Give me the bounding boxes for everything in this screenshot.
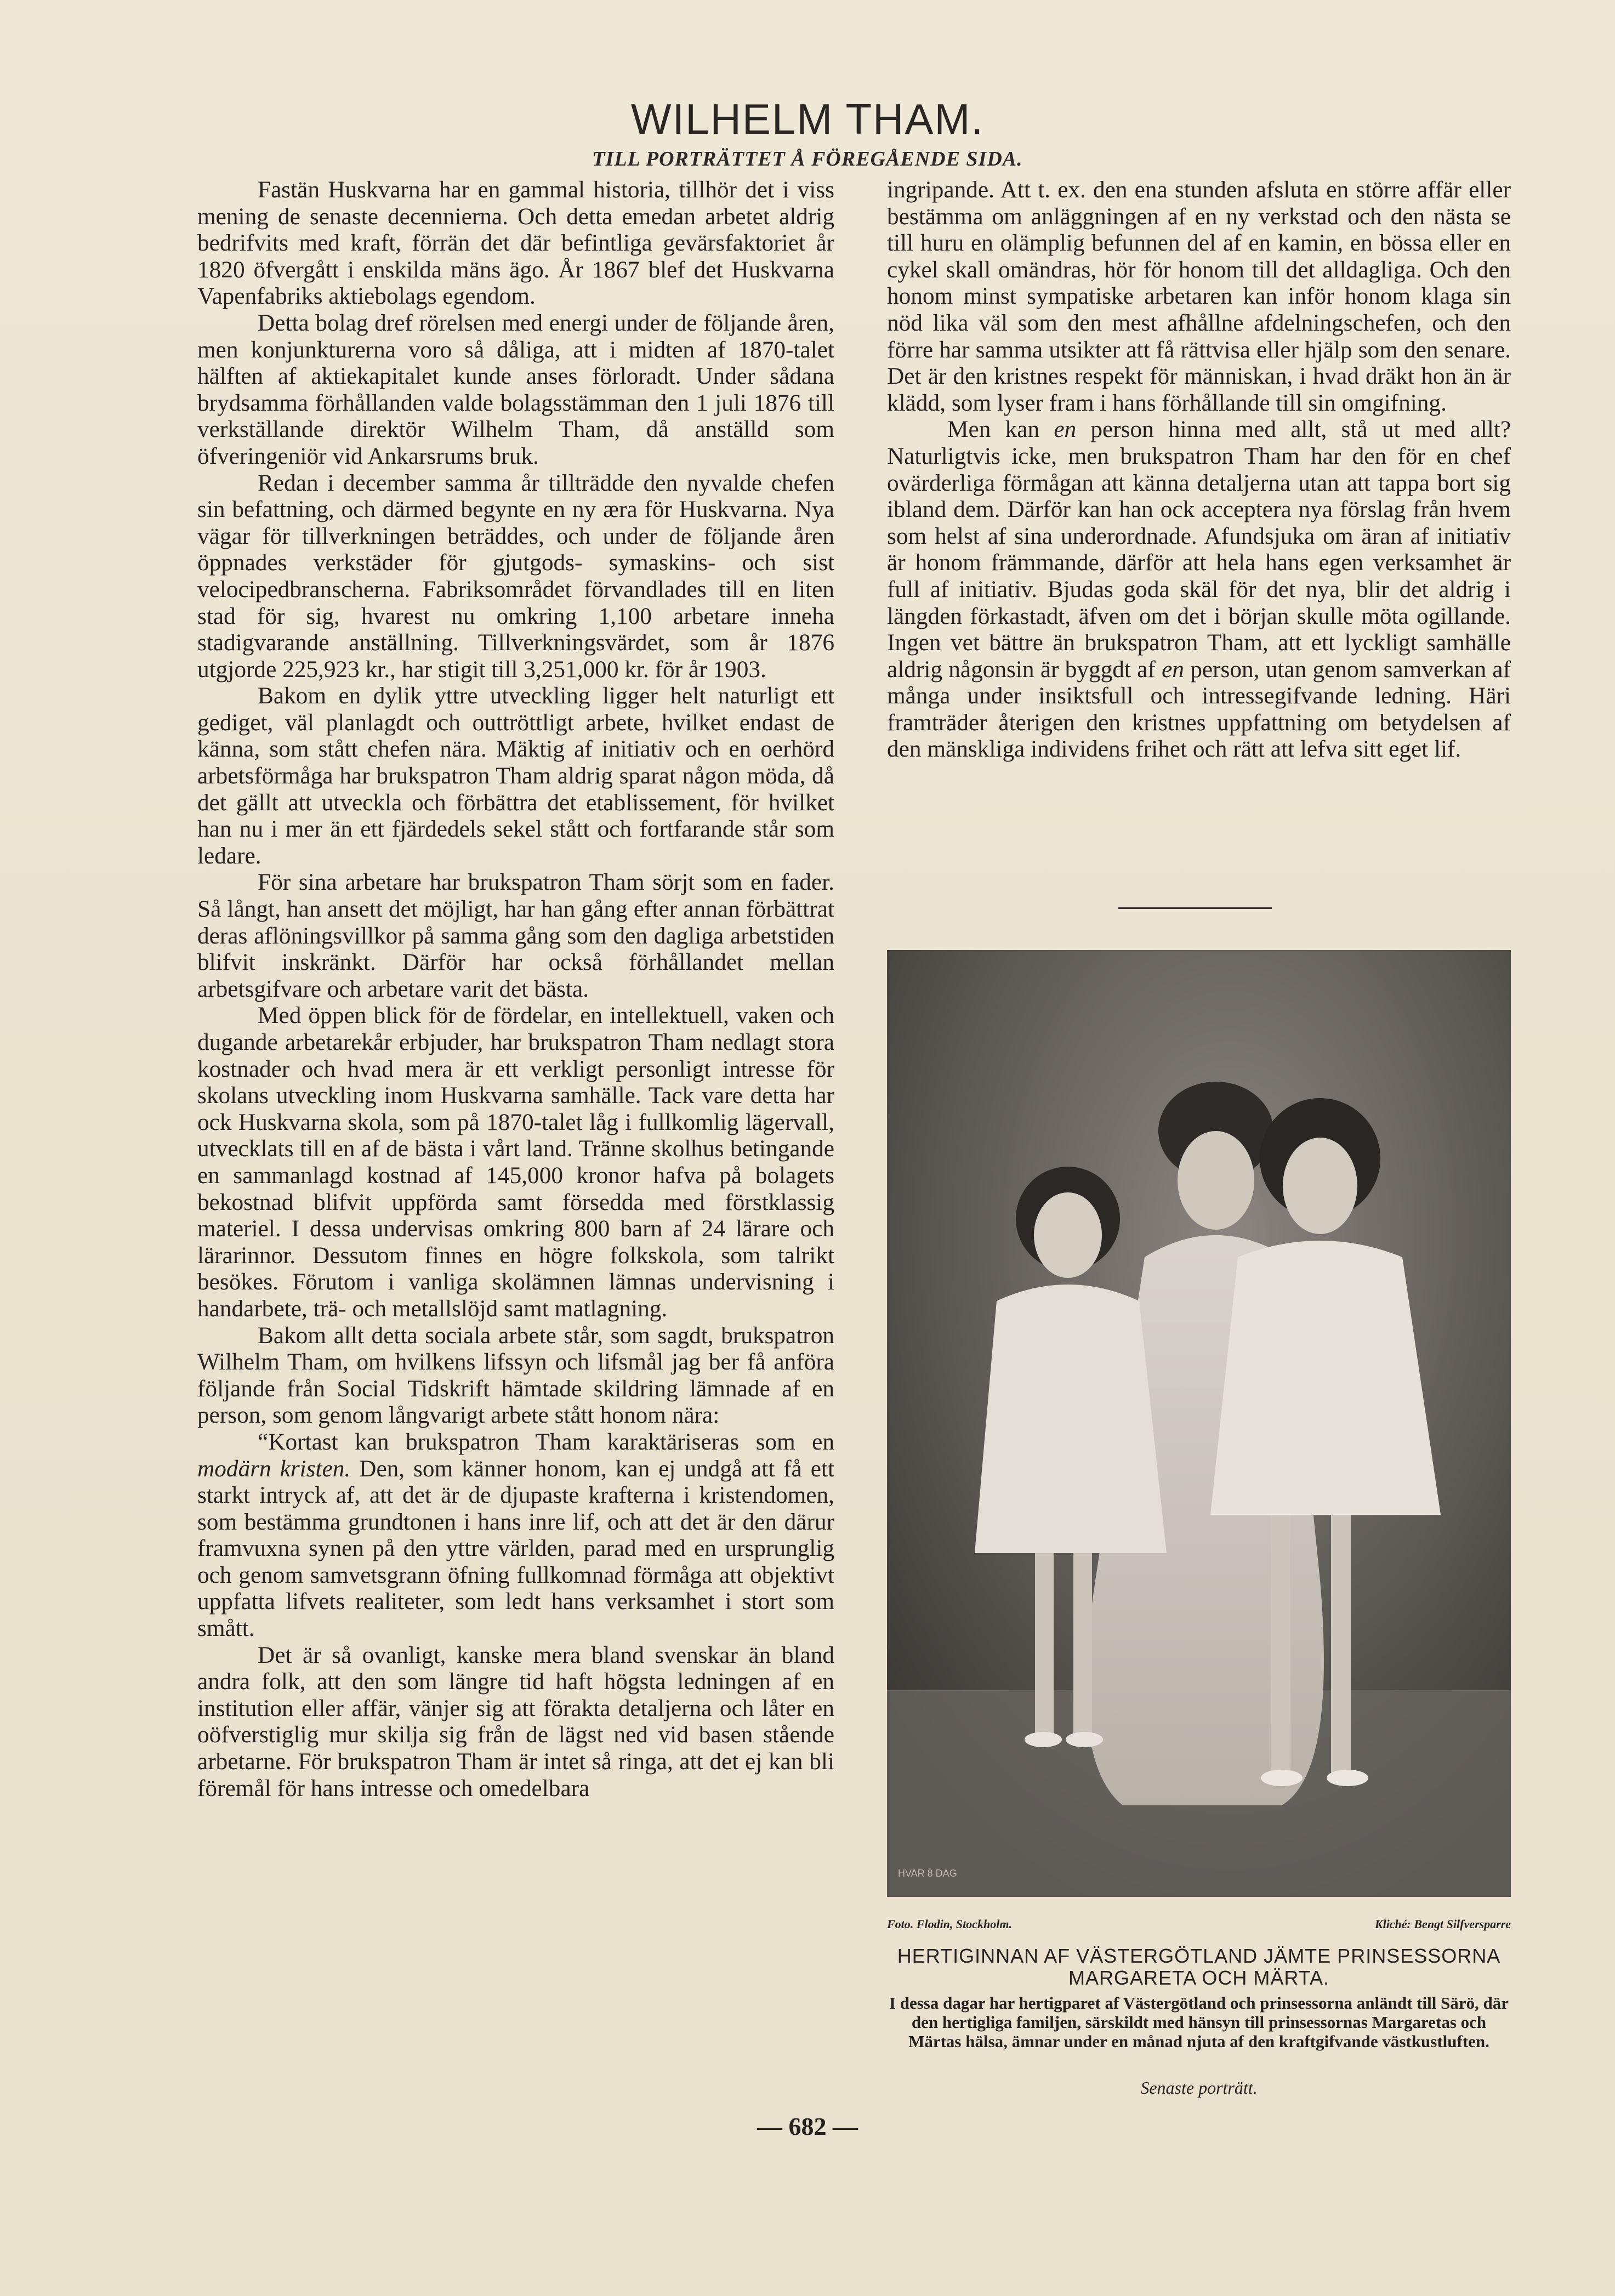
article-title: WILHELM THAM. bbox=[630, 95, 985, 143]
section-divider bbox=[1118, 907, 1272, 909]
paragraph: Bakom en dylik yttre utveckling ligger helt naturligt ett gediget, väl planlagdt och outtröttligt arbete, hvilket endast de känna, som stått chefen nära. Mäktig af initiativ och en oerhörd arbetsförmåga har brukspatron Tham aldrig sparat någon möda, då det gällt att utveckla och förbättra det etablissement, för hvilket han nu i mer än ett fjärdedels sekel stått och fortfarande står som ledare. bbox=[197, 683, 834, 869]
paragraph: Detta bolag dref rörelsen med energi under de följande åren, men konjunkturerna voro så dåliga, att i midten af 1870-talet hälften af aktiekapitalet kunde anses förloradt. Under sådana brydsamma förhållanden valde bolagsstämman den 1 juli 1876 till verkställande direktör Wilhelm Tham, då anställd som öfveringeniör vid Ankarsrums bruk. bbox=[197, 309, 834, 469]
page-number: — 682 — bbox=[757, 2112, 858, 2140]
paragraph: För sina arbetare har brukspatron Tham sörjt som en fader. Så långt, han ansett det möjligt, har han gång efter annan förbättrat deras aflöningsvillkor på samma gång som den dagliga arbetstiden blifvit inskränkt. Därför har också förhållandet mellan arbetsgifvare och arbetare varit det bästa. bbox=[197, 869, 834, 1002]
photo-caption-body: I dessa dagar har hertigparet af Västergötland och prinsessorna anländt till Särö, där den hertigliga familjen, särskildt med hänsyn till prinsessornas Margaretas och Märtas hälsa, ämnar under en månad njuta af den kraftgifvande västkustluften. bbox=[889, 1993, 1509, 2051]
portrait-photo bbox=[887, 950, 1511, 1897]
photo-stamp: HVAR 8 DAG bbox=[898, 1868, 957, 1879]
photo-caption-title: HERTIGINNAN AF VÄSTERGÖTLAND JÄMTE PRINSESSORNA MARGARETA OCH MÄRTA. bbox=[897, 1945, 1501, 1989]
paragraph: Det är så ovanligt, kanske mera bland svenskar än bland andra folk, att den som längre tid haft högsta ledningen af en institution eller affär, vänjer sig att förakta detaljerna och låter en oöfverstiglig mur skilja sig från de lägst ned vid basen stående arbetarne. För brukspatron Tham är intet så ringa, att det ej kan bli föremål för hans intresse och omedelbara bbox=[197, 1641, 834, 1801]
paragraph: Bakom allt detta sociala arbete står, som sagdt, brukspatron Wilhelm Tham, om hvilkens lifssyn och lifsmål jag ber få anföra följande från Social Tidskrift hämtade skildring lämnade af en person, som genom långvarigt arbete stått honom nära: bbox=[197, 1322, 834, 1429]
paragraph: Fastän Huskvarna har en gammal historia, tillhör det i viss mening de senaste decennierna. Och detta emedan arbetet aldrig bedrifvits med kraft, förrän det där befintliga gevärsfaktoriet år 1820 öfvergått i enskilda mäns ägo. År 1867 blef det Huskvarna Vapenfabriks aktiebolags egendom. bbox=[197, 177, 834, 310]
emphasis: en bbox=[1054, 416, 1077, 443]
emphasis: en bbox=[1162, 656, 1184, 683]
quote-text: “Kortast kan brukspatron Tham karaktäriseras som en bbox=[258, 1428, 834, 1455]
paragraph: ingripande. Att t. ex. den ena stunden afsluta en större affär eller bestämma om anläggningen af en ny verkstad och den nästa se till huru en olämplig befunnen del af en kamin, en bössa eller en cykel skall omändras, hör för honom till det alldagliga. Och den honom minst sympatiske arbetaren kan inför honom klaga sin nöd lika väl som den mest afhållne afdelningschefen, och den förre har samma utsikter att få rättvisa eller hjälp som den senare. Det är den kristnes respekt för människan, i hvad dräkt hon än är klädd, som lyser fram i hans förhållande till sin omgifning. bbox=[887, 177, 1511, 416]
quote-text: Den, som känner honom, kan ej undgå att få ett starkt intryck af, att det är de djupaste krafterna i kristendomen, som bestämma grundtonen i hans inre lif, och att det är den därur framvuxna synen på den yttre världen, parad med en ursprunglig och genom samvetsgrann öfning fullkomnad förmåga att objektivt uppfatta lifvets realiteter, som ledt hans verksamhet i stort som smått. bbox=[197, 1455, 835, 1642]
paragraph-text: person, utan genom samverkan af många under insiktsfull och intressegifvande ledning. Häri framträder återigen den kristnes uppfattning om betydelsen af den mänskliga individens frihet och rätt att lefva sitt eget lif. bbox=[887, 656, 1511, 763]
paragraph: Redan i december samma år tillträdde den nyvalde chefen sin befattning, och därmed begynte en ny æra för Huskvarna. Nya vägar för tillverkningen beträddes, och under de följande åren öppnades verkstäder för gjutgods- symaskins- och sist velocipedbranscherna. Fabriksområdet förvandlades till en liten stad för sig, hvarest nu omkring 1,100 arbetare inneha stadigvarande anställning. Tillverkningsvärdet, som år 1876 utgjorde 225,923 kr., har stigit till 3,251,000 kr. för år 1903. bbox=[197, 469, 834, 683]
paragraph: Med öppen blick för de fördelar, en intellektuell, vaken och dugande arbetarekår erbjuder, har brukspatron Tham nedlagt stora kostnader och hvad mera är ett verkligt personligt intresse för skolans utveckling inom Huskvarna samhälle. Tack vare detta har ock Huskvarna skola, som på 1870-talet låg i fullkomlig lägervall, utvecklats till en af de bästa i vårt land. Tränne skolhus betingande en sammanlagd kostnad af 145,000 kronor hafva på bolagets bekostnad blifvit uppförda samt försedda med förstklassig materiel. I dessa undervisas omkring 800 barn af 24 lärare och lärarinnor. Dessutom finnes en högre folkskola, som talrikt besökes. Förutom i vanliga skolämnen lämnas undervisning i handarbete, trä- och metallslöjd samt matlagning. bbox=[197, 1002, 834, 1322]
quote-paragraph bbox=[197, 1429, 834, 1642]
photo-caption-note: Senaste porträtt. bbox=[1140, 2078, 1258, 2098]
cliche-credit: Kliché: Bengt Silfversparre bbox=[1374, 1917, 1511, 1931]
paragraph bbox=[887, 416, 1511, 763]
paragraph-text: Men kan bbox=[947, 416, 1054, 443]
right-column bbox=[887, 177, 1511, 763]
left-column bbox=[197, 177, 834, 1801]
paragraph-text: person hinna med allt, stå ut med allt? Naturligtvis icke, men brukspatron Tham har den för en chef ovärderliga förmågan att känna detaljerna utan att tappa bort sig ibland dem. Därför kan han ock acceptera nya förslag från hvem som helst af sina underordnade. Afundsjuka om äran af initiativ är honom främmande, därför att hela hans egen verksamhet är full af initiativ. Bjudas goda skäl för det nya, blir det aldrig i längden förkastadt, äfven om det i början skulle möta ogillande. Ingen vet bättre än brukspatron Tham, att ett lyckligt samhälle aldrig någonsin är byggdt af bbox=[887, 416, 1511, 683]
quote-emphasis: modärn kristen. bbox=[197, 1455, 351, 1482]
photo-credit: Foto. Flodin, Stockholm. bbox=[887, 1917, 1012, 1931]
article-subtitle: TILL PORTRÄTTET Å FÖREGÅENDE SIDA. bbox=[592, 147, 1023, 171]
